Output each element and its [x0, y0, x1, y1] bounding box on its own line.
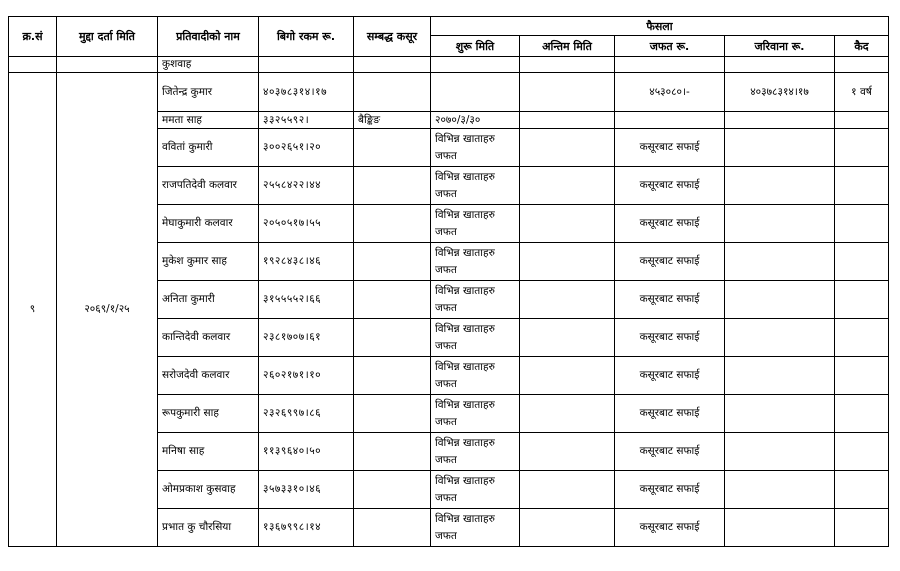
- decision-result: कसूरबाट सफाई: [615, 281, 725, 319]
- disputed-amount: ११३९६४०।५०: [259, 433, 354, 471]
- related-offense: [354, 205, 431, 243]
- decision-result: कसूरबाट सफाई: [615, 509, 725, 547]
- imprisonment: [835, 357, 889, 395]
- fine-amount: [725, 281, 835, 319]
- header-imprisonment: कैद: [835, 36, 889, 57]
- header-sn: क्र.सं: [9, 17, 57, 57]
- final-date: [520, 281, 615, 319]
- related-offense: [354, 73, 431, 112]
- decision-result: कसूरबाट सफाई: [615, 243, 725, 281]
- table-row: [9, 73, 889, 112]
- defendant-name: ममता साह: [158, 112, 259, 129]
- header-disputed-amount: बिगो रकम रू.: [259, 17, 354, 57]
- imprisonment: [835, 319, 889, 357]
- defendant-name: प्रभात कु चौरसिया: [158, 509, 259, 547]
- header-row-top: [9, 17, 889, 36]
- decision-result: कसूरबाट सफाई: [615, 357, 725, 395]
- fine-amount: [725, 433, 835, 471]
- decision-result: कसूरबाट सफाई: [615, 471, 725, 509]
- imprisonment: [835, 509, 889, 547]
- imprisonment: [835, 112, 889, 129]
- disputed-amount: ३१५५५५२।६६: [259, 281, 354, 319]
- start-date: विभिन्न खाताहरु जफत: [431, 471, 520, 509]
- fine-amount: ४०३७८३१४।१७: [725, 73, 835, 112]
- disputed-amount: ३३२५५९२।: [259, 112, 354, 129]
- imprisonment: १ वर्ष: [835, 73, 889, 112]
- disputed-amount: २०५०५१७।५५: [259, 205, 354, 243]
- header-decision: फैसला: [431, 17, 889, 36]
- disputed-amount: १९२८४३८।४६: [259, 243, 354, 281]
- defendant-name: कुशवाह: [158, 57, 259, 73]
- header-final-date: अन्तिम मिति: [520, 36, 615, 57]
- disputed-amount: १३६७९९८।१४: [259, 509, 354, 547]
- decision-result: कसूरबाट सफाई: [615, 433, 725, 471]
- fine-amount: [725, 357, 835, 395]
- defendant-name: अनिता कुमारी: [158, 281, 259, 319]
- related-offense: [354, 471, 431, 509]
- fine-amount: [725, 319, 835, 357]
- decision-result: कसूरबाट सफाई: [615, 167, 725, 205]
- final-date: [520, 129, 615, 167]
- fine-amount: [725, 167, 835, 205]
- header-fine: जरिवाना रू.: [725, 36, 835, 57]
- defendant-name: मनिषा साह: [158, 433, 259, 471]
- start-date: विभिन्न खाताहरु जफत: [431, 357, 520, 395]
- final-date: [520, 73, 615, 112]
- final-date: [520, 112, 615, 129]
- start-date: विभिन्न खाताहरु जफत: [431, 433, 520, 471]
- start-date: विभिन्न खाताहरु जफत: [431, 167, 520, 205]
- defendant-name: मेघाकुमारी कलवार: [158, 205, 259, 243]
- defendant-name: कान्तिदेवी कलवार: [158, 319, 259, 357]
- related-offense: [354, 167, 431, 205]
- disputed-amount: ४०३७८३१४।१७: [259, 73, 354, 112]
- defendant-name: मुकेश कुमार साह: [158, 243, 259, 281]
- confiscation-amount: ४५३०८०।-: [615, 73, 725, 112]
- final-date: [520, 509, 615, 547]
- imprisonment: [835, 395, 889, 433]
- disputed-amount: ३००२६५१।२०: [259, 129, 354, 167]
- decision-result: कसूरबाट सफाई: [615, 129, 725, 167]
- case-sn: ९: [9, 73, 57, 547]
- related-offense: [354, 129, 431, 167]
- continuation-row: [9, 57, 889, 73]
- imprisonment: [835, 433, 889, 471]
- fine-amount: [725, 509, 835, 547]
- related-offense: बैङ्किङ: [354, 112, 431, 129]
- defendant-name: ओमप्रकाश कुसवाह: [158, 471, 259, 509]
- disputed-amount: २५५८४२२।४४: [259, 167, 354, 205]
- defendant-name: सरोजदेवी कलवार: [158, 357, 259, 395]
- confiscation-amount: [615, 112, 725, 129]
- defendant-name: राजपतिदेवी कलवार: [158, 167, 259, 205]
- related-offense: [354, 433, 431, 471]
- start-date: विभिन्न खाताहरु जफत: [431, 281, 520, 319]
- decision-result: कसूरबाट सफाई: [615, 205, 725, 243]
- disputed-amount: २३८१७०७।६१: [259, 319, 354, 357]
- start-date: विभिन्न खाताहरु जफत: [431, 509, 520, 547]
- imprisonment: [835, 205, 889, 243]
- header-related-offense: सम्बद्ध कसूर: [354, 17, 431, 57]
- fine-amount: [725, 471, 835, 509]
- defendant-name: रूपकुमारी साह: [158, 395, 259, 433]
- start-date: विभिन्न खाताहरु जफत: [431, 319, 520, 357]
- header-defendant-name: प्रतिवादीको नाम: [158, 17, 259, 57]
- disputed-amount: २६०२१७१।१०: [259, 357, 354, 395]
- start-date: विभिन्न खाताहरु जफत: [431, 395, 520, 433]
- case-reg-date: २०६९/१/२५: [57, 73, 158, 547]
- related-offense: [354, 319, 431, 357]
- related-offense: [354, 243, 431, 281]
- start-date: विभिन्न खाताहरु जफत: [431, 243, 520, 281]
- disputed-amount: ३५७३३१०।४६: [259, 471, 354, 509]
- imprisonment: [835, 471, 889, 509]
- related-offense: [354, 509, 431, 547]
- final-date: [520, 205, 615, 243]
- header-confiscation: जफत रू.: [615, 36, 725, 57]
- final-date: [520, 167, 615, 205]
- final-date: [520, 357, 615, 395]
- imprisonment: [835, 281, 889, 319]
- related-offense: [354, 357, 431, 395]
- header-start-date: शुरू मिति: [431, 36, 520, 57]
- start-date: [431, 73, 520, 112]
- disputed-amount: २३२६९९७।८६: [259, 395, 354, 433]
- imprisonment: [835, 129, 889, 167]
- fine-amount: [725, 129, 835, 167]
- start-date: विभिन्न खाताहरु जफत: [431, 205, 520, 243]
- decision-result: कसूरबाट सफाई: [615, 319, 725, 357]
- defendant-name: जितेन्द्र कुमार: [158, 73, 259, 112]
- start-date: २०७०/३/३०: [431, 112, 520, 129]
- decision-result: कसूरबाट सफाई: [615, 395, 725, 433]
- imprisonment: [835, 167, 889, 205]
- fine-amount: [725, 243, 835, 281]
- fine-amount: [725, 395, 835, 433]
- final-date: [520, 471, 615, 509]
- final-date: [520, 395, 615, 433]
- final-date: [520, 319, 615, 357]
- defendant-name: ववितां कुमारी: [158, 129, 259, 167]
- start-date: विभिन्न खाताहरु जफत: [431, 129, 520, 167]
- fine-amount: [725, 112, 835, 129]
- imprisonment: [835, 243, 889, 281]
- related-offense: [354, 281, 431, 319]
- header-case-reg-date: मुद्दा दर्ता मिति: [57, 17, 158, 57]
- final-date: [520, 243, 615, 281]
- final-date: [520, 433, 615, 471]
- fine-amount: [725, 205, 835, 243]
- case-table: [8, 16, 889, 547]
- related-offense: [354, 395, 431, 433]
